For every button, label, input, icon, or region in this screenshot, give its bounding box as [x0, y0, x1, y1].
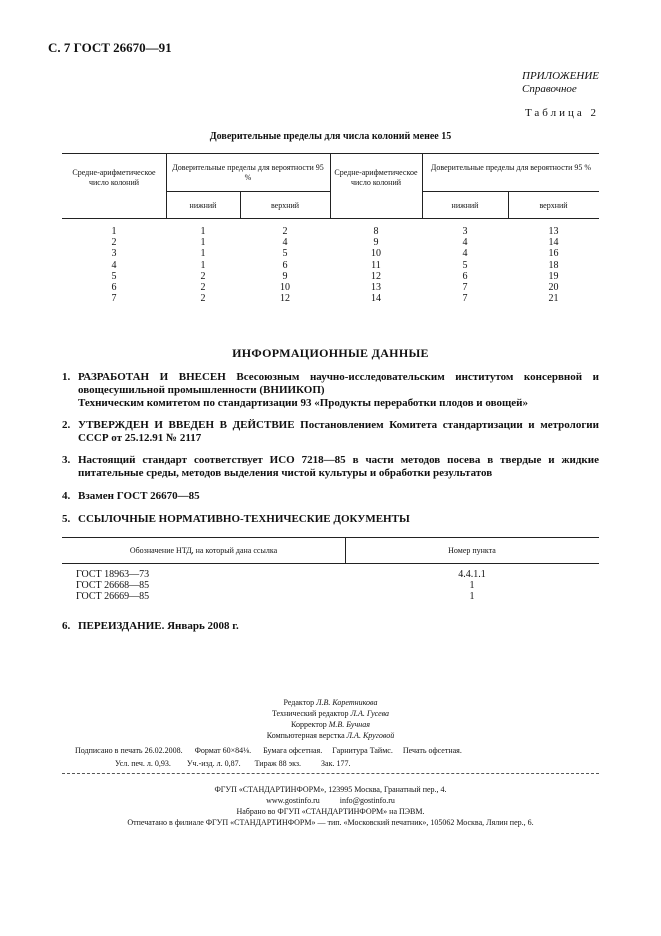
col-lower-right — [422, 226, 508, 304]
print-info-row-2: Усл. печ. л. 0,93. Уч.-изд. л. 0,87. Тираж 88 экз. Зак. 177. — [75, 759, 351, 768]
table-cell: 5 — [462, 259, 468, 271]
info-title: ИНФОРМАЦИОННЫЕ ДАННЫЕ — [232, 346, 429, 360]
table-cell: 5 — [111, 270, 117, 282]
footer-line-1: ФГУП «СТАНДАРТИНФОРМ», 123995 Москва, Гранатный пер., 4. — [214, 785, 447, 794]
print-info — [75, 744, 462, 770]
table-cell: 4 — [282, 237, 288, 249]
table-cell: 5 — [282, 248, 288, 260]
ref-docs-list — [76, 569, 149, 602]
info-item-number: 5. — [62, 513, 71, 525]
footer-line-4: Отпечатано в филиале ФГУП «СТАНДАРТИНФОРМ» — тип. «Московский печатник», 105062 Москва, Лялин пер., 6. — [127, 818, 534, 827]
editor-label: Редактор — [283, 698, 315, 707]
table-cell: 14 — [371, 293, 381, 305]
tech-editor-label: Технический редактор — [271, 709, 349, 718]
table-cell: 2 — [200, 293, 206, 305]
table-cell: 9 — [282, 270, 288, 282]
col-mean-left — [62, 226, 166, 304]
table-cell: 20 — [548, 282, 559, 294]
ref-items-list — [345, 569, 599, 602]
credits — [0, 697, 661, 741]
header-upper-left: верхний — [270, 201, 300, 210]
info-item-6 — [62, 620, 599, 634]
header-limits-left: Доверительные пределы для вероятности 95 % — [172, 163, 324, 182]
print-info-row-1: Подписано в печать 26.02.2008. Формат 60×84⅛. Бумага офсетная. Гарнитура Таймс. Печать офсетная. — [75, 746, 462, 755]
table-cell: 4 — [462, 237, 468, 249]
table-cell: 6 — [282, 259, 288, 271]
table-cell: 1 — [200, 237, 206, 249]
info-item-number: 4. — [62, 490, 71, 502]
table-cell: 3 — [462, 226, 468, 237]
info-item-text: УТВЕРЖДЕН И ВВЕДЕН В ДЕЙСТВИЕ Постановлением Комитета стандартизации и метрологии СССР от 25.12.91 № 2117 — [78, 419, 599, 444]
table-cell: 6 — [462, 270, 468, 282]
table-cell: 18 — [548, 259, 559, 271]
corrector-label: Корректор — [291, 720, 327, 729]
col-upper-right — [508, 226, 599, 304]
table-cell: 21 — [548, 293, 559, 305]
info-item-number: 6. — [62, 620, 71, 632]
col-mean-right — [330, 226, 422, 304]
info-item-number: 1. — [62, 371, 71, 383]
appendix-subtitle: Справочное — [522, 83, 577, 95]
table-cell: 13 — [548, 226, 559, 237]
appendix-title: ПРИЛОЖЕНИЕ — [522, 70, 599, 82]
header-item-number: Номер пункта — [448, 546, 496, 555]
table-cell: 7 — [462, 293, 468, 305]
table-cell: 1 — [469, 580, 475, 591]
footer-line-3: Набрано во ФГУП «СТАНДАРТИНФОРМ» на ПЭВМ. — [236, 807, 425, 816]
table-cell: 4 — [462, 248, 468, 260]
layout-label: Компьютерная верстка — [266, 731, 345, 740]
table-cell: 12 — [371, 270, 381, 282]
table-cell: ГОСТ 18963—73 — [76, 569, 150, 580]
table-cell: 19 — [548, 270, 559, 282]
table-cell: 10 — [280, 282, 290, 294]
confidence-limits-table — [62, 153, 599, 303]
table-cell: 9 — [373, 237, 379, 249]
table-cell: 16 — [548, 248, 559, 260]
table-cell: 7 — [111, 293, 117, 305]
table-cell: 12 — [280, 293, 290, 305]
table-cell: ГОСТ 26668—85 — [76, 580, 150, 591]
table-cell: 1 — [111, 226, 117, 237]
info-item-number: 3. — [62, 454, 71, 466]
info-item-text: РАЗРАБОТАН И ВНЕСЕН Всесоюзным научно-исследовательским институтом консервной и овощесушильной промышленности (ВНИИКОП) — [78, 371, 599, 396]
info-item-text2: Техническим комитетом по стандартизации 93 «Продукты переработки плодов и овощей» — [78, 397, 528, 409]
table-cell: 6 — [111, 282, 117, 294]
info-item-number: 2. — [62, 419, 71, 431]
info-item-text: ПЕРЕИЗДАНИЕ. Январь 2008 г. — [78, 620, 239, 632]
header-ntd: Обозначение НТД, на который дана ссылка — [129, 546, 278, 555]
col-lower-left — [166, 226, 240, 304]
table-cell: 2 — [282, 226, 288, 237]
table-cell: 2 — [111, 237, 117, 249]
info-item-1 — [62, 371, 599, 411]
page-header: С. 7 ГОСТ 26670—91 — [48, 40, 172, 55]
publisher-footer — [0, 784, 661, 828]
editor-name: Л.В. Коретникова — [316, 698, 378, 707]
header-upper-right: верхний — [539, 201, 568, 210]
table-cell: 1 — [469, 591, 475, 602]
info-item-text: Настоящий стандарт соответствует ИСО 7218—85 в части методов посева в твердые и жидкие питательные среды, методов выделения чистой культуры и обработки результатов — [78, 454, 599, 479]
info-item-5 — [62, 513, 599, 527]
table-cell: 7 — [462, 282, 468, 294]
table-cell: 1 — [200, 259, 206, 271]
header-mean-left: Средне-арифметическое число колоний — [72, 168, 156, 187]
info-item-4 — [62, 490, 599, 504]
info-item-3 — [62, 454, 599, 482]
table-cell: 4 — [111, 259, 117, 271]
corrector-name: М.В. Бучная — [328, 720, 370, 729]
info-item-text: ССЫЛОЧНЫЕ НОРМАТИВНО-ТЕХНИЧЕСКИЕ ДОКУМЕНТЫ — [78, 513, 410, 525]
footer-line-2: www.gostinfo.ru info@gostinfo.ru — [266, 796, 395, 805]
table-number: Таблица 2 — [524, 107, 599, 119]
table-cell: 13 — [371, 282, 381, 294]
info-item-text: Взамен ГОСТ 26670—85 — [78, 490, 200, 502]
header-lower-left: нижний — [189, 201, 217, 210]
table-cell: 11 — [371, 259, 381, 271]
appendix-label — [522, 70, 599, 96]
table-cell: 2 — [200, 282, 206, 294]
tech-editor-name: Л.А. Гусева — [350, 709, 390, 718]
header-lower-right: нижний — [451, 201, 479, 210]
col-upper-left — [240, 226, 330, 304]
table-cell: 1 — [200, 248, 206, 260]
table-title: Доверительные пределы для числа колоний менее 15 — [209, 131, 452, 142]
header-mean-right: Средне-арифметическое число колоний — [334, 168, 418, 187]
table-cell: 2 — [200, 270, 206, 282]
table-cell: 3 — [111, 248, 117, 260]
table-cell: 1 — [200, 226, 206, 237]
layout-name: Л.А. Круговой — [346, 731, 395, 740]
table-cell: ГОСТ 26669—85 — [76, 591, 150, 602]
table-cell: 10 — [371, 248, 381, 260]
table-cell: 4.4.1.1 — [458, 569, 486, 580]
reference-table — [62, 537, 599, 607]
info-item-2 — [62, 419, 599, 447]
header-limits-right: Доверительные пределы для вероятности 95 % — [430, 163, 592, 172]
divider — [62, 773, 599, 774]
table-cell: 8 — [373, 226, 379, 237]
table-cell: 14 — [548, 237, 559, 249]
